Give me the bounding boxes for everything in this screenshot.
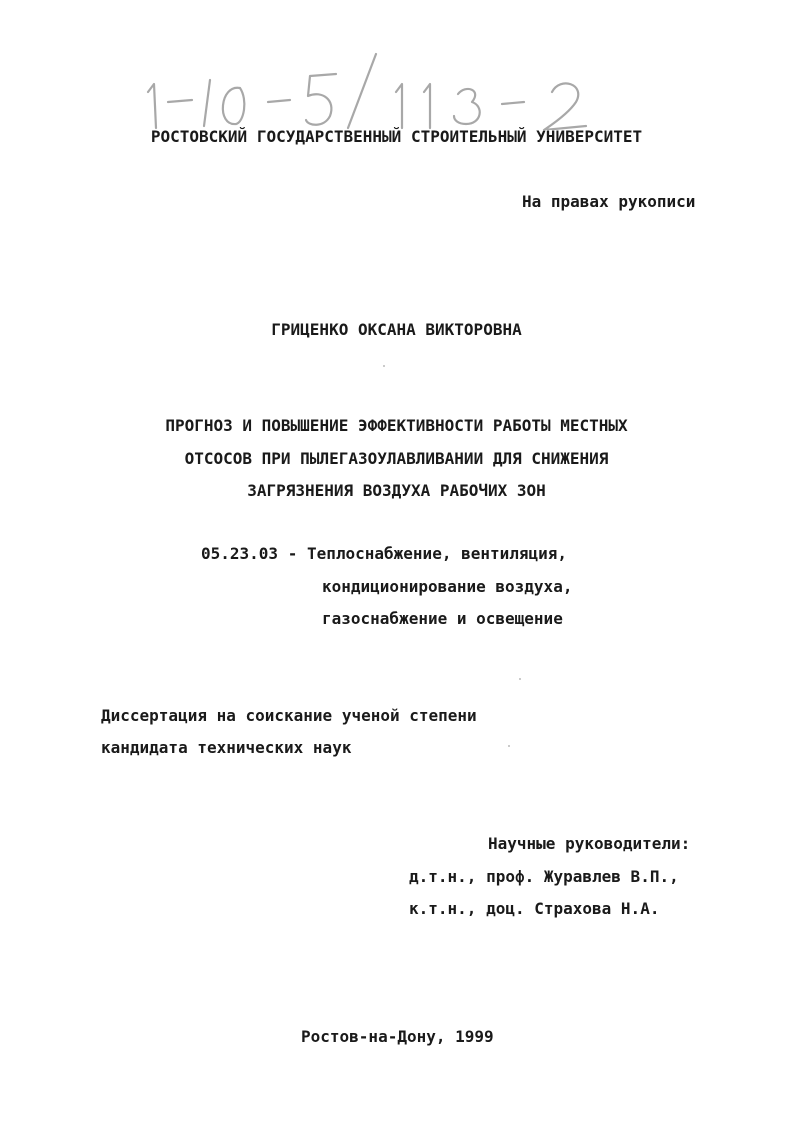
supervisors-heading: Научные руководители: <box>488 834 691 853</box>
supervisor-1: д.т.н., проф. Журавлев В.П., <box>409 867 679 886</box>
manuscript-rights-note: На правах рукописи <box>522 192 696 211</box>
title-line-3: ЗАГРЯЗНЕНИЯ ВОЗДУХА РАБОЧИХ ЗОН <box>247 481 546 500</box>
specialty-line-2: кондиционирование воздуха, <box>322 577 573 596</box>
supervisor-2: к.т.н., доц. Страхова Н.А. <box>409 899 660 918</box>
dissertation-line-1: Диссертация на соискание ученой степени <box>101 706 477 725</box>
title-line-1: ПРОГНОЗ И ПОВЫШЕНИЕ ЭФФЕКТИВНОСТИ РАБОТЫ МЕСТНЫХ <box>165 416 628 435</box>
university-name: РОСТОВСКИЙ ГОСУДАРСТВЕННЫЙ СТРОИТЕЛЬНЫЙ УНИВЕРСИТЕТ <box>150 127 643 146</box>
author-name: ГРИЦЕНКО ОКСАНА ВИКТОРОВНА <box>271 320 522 339</box>
scan-speck <box>508 745 510 747</box>
city-and-year: Ростов-на-Дону, 1999 <box>301 1027 494 1046</box>
dissertation-line-2: кандидата технических наук <box>101 738 352 757</box>
scan-speck <box>383 365 385 367</box>
handwritten-archive-mark <box>140 40 640 130</box>
specialty-code-line: 05.23.03 - Теплоснабжение, вентиляция, <box>201 544 568 563</box>
specialty-line-3: газоснабжение и освещение <box>322 609 563 628</box>
title-line-2: ОТСОСОВ ПРИ ПЫЛЕГАЗОУЛАВЛИВАНИИ ДЛЯ СНИЖЕНИЯ <box>184 449 609 468</box>
scan-speck <box>519 678 521 680</box>
